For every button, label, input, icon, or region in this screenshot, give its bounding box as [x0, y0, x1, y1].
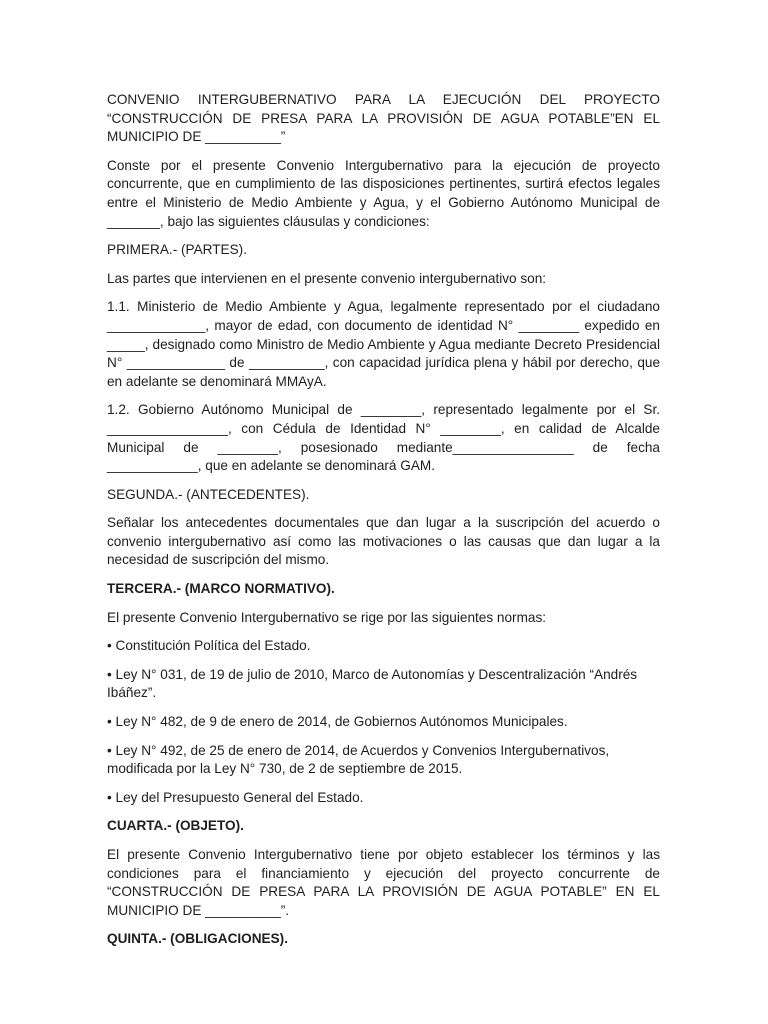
norm-text: Ley del Presupuesto General del Estado.: [115, 789, 364, 805]
norm-list-item: [107, 713, 660, 732]
clause-quinta-heading: QUINTA.- (OBLIGACIONES).: [107, 931, 288, 947]
clause-cuarta-heading: CUARTA.- (OBJETO).: [107, 818, 244, 834]
norm-list-item: [107, 789, 660, 808]
bullet-icon: •: [107, 666, 112, 682]
clause-tercera-heading: TERCERA.- (MARCO NORMATIVO).: [107, 581, 335, 597]
norm-list-item: [107, 666, 660, 703]
bullet-icon: •: [107, 638, 112, 654]
norm-list-item: [107, 637, 660, 656]
norm-text: Ley N° 031, de 19 de julio de 2010, Marco de Autonomías y Descentralización “Andrés Ibáñez”.: [107, 666, 638, 701]
clause-cuarta-body: El presente Convenio Intergubernativo tiene por objeto establecer los términos y las condiciones para el financiamiento y ejecución del proyecto concurrente de “CONSTRUCCIÓN DE PRESA PARA LA PROVISIÓN DE AGUA POTABLE” EN EL MUNICIPIO DE __________”.: [107, 847, 660, 918]
norm-text: Ley N° 482, de 9 de enero de 2014, de Gobiernos Autónomos Municipales.: [115, 714, 568, 730]
clause-segunda-body: Señalar los antecedentes documentales que dan lugar a la suscripción del acuerdo o convenio intergubernativo así como las motivaciones o las causas que dan lugar a la necesidad de suscripción del mismo.: [107, 515, 660, 568]
clause-segunda-heading: SEGUNDA.- (ANTECEDENTES).: [107, 486, 310, 502]
bullet-icon: •: [107, 742, 112, 758]
norm-text: Constitución Política del Estado.: [115, 638, 311, 654]
clause-tercera-lead: El presente Convenio Intergubernativo se rige por las siguientes normas:: [107, 609, 547, 625]
clause-primera-heading: PRIMERA.- (PARTES).: [107, 242, 247, 258]
norm-list-item: [107, 742, 660, 779]
bullet-icon: •: [107, 789, 112, 805]
clause-item-1-1: 1.1. Ministerio de Medio Ambiente y Agua, legalmente representado por el ciudadano _____________, mayor de edad, con documento de identidad N° ________ expedido en _____, designado como Ministro de Medio Ambiente y Agua mediante Decreto Presidencial N° _____________ de __________, con capacidad jurídica plena y hábil por derecho, que en adelante se denominará MMAyA.: [107, 299, 660, 389]
norm-text: Ley N° 492, de 25 de enero de 2014, de Acuerdos y Convenios Intergubernativos, modificada por la Ley N° 730, de 2 de septiembre de 2015.: [107, 742, 610, 777]
clause-primera-lead: Las partes que intervienen en el presente convenio intergubernativo son:: [107, 270, 547, 286]
intro-paragraph: Conste por el presente Convenio Intergubernativo para la ejecución de proyecto concurrente, que en cumplimiento de las disposiciones pertinentes, surtirá efectos legales entre el Ministerio de Medio Ambiente y Agua, y el Gobierno Autónomo Municipal de _______, bajo las siguientes cláusulas y condiciones:: [107, 157, 660, 229]
clause-item-1-2: 1.2. Gobierno Autónomo Municipal de ________, representado legalmente por el Sr. ________________, con Cédula de Identidad N° ________, en calidad de Alcalde Municipal de ________, posesionado mediante________________ de fecha ____________, que en adelante se denominará GAM.: [107, 402, 660, 474]
document-title: CONVENIO INTERGUBERNATIVO PARA LA EJECUCIÓN DEL PROYECTO “CONSTRUCCIÓN DE PRESA PARA LA PROVISIÓN DE AGUA POTABLE”EN EL MUNICIPIO DE __________”: [107, 92, 660, 145]
bullet-icon: •: [107, 714, 112, 730]
